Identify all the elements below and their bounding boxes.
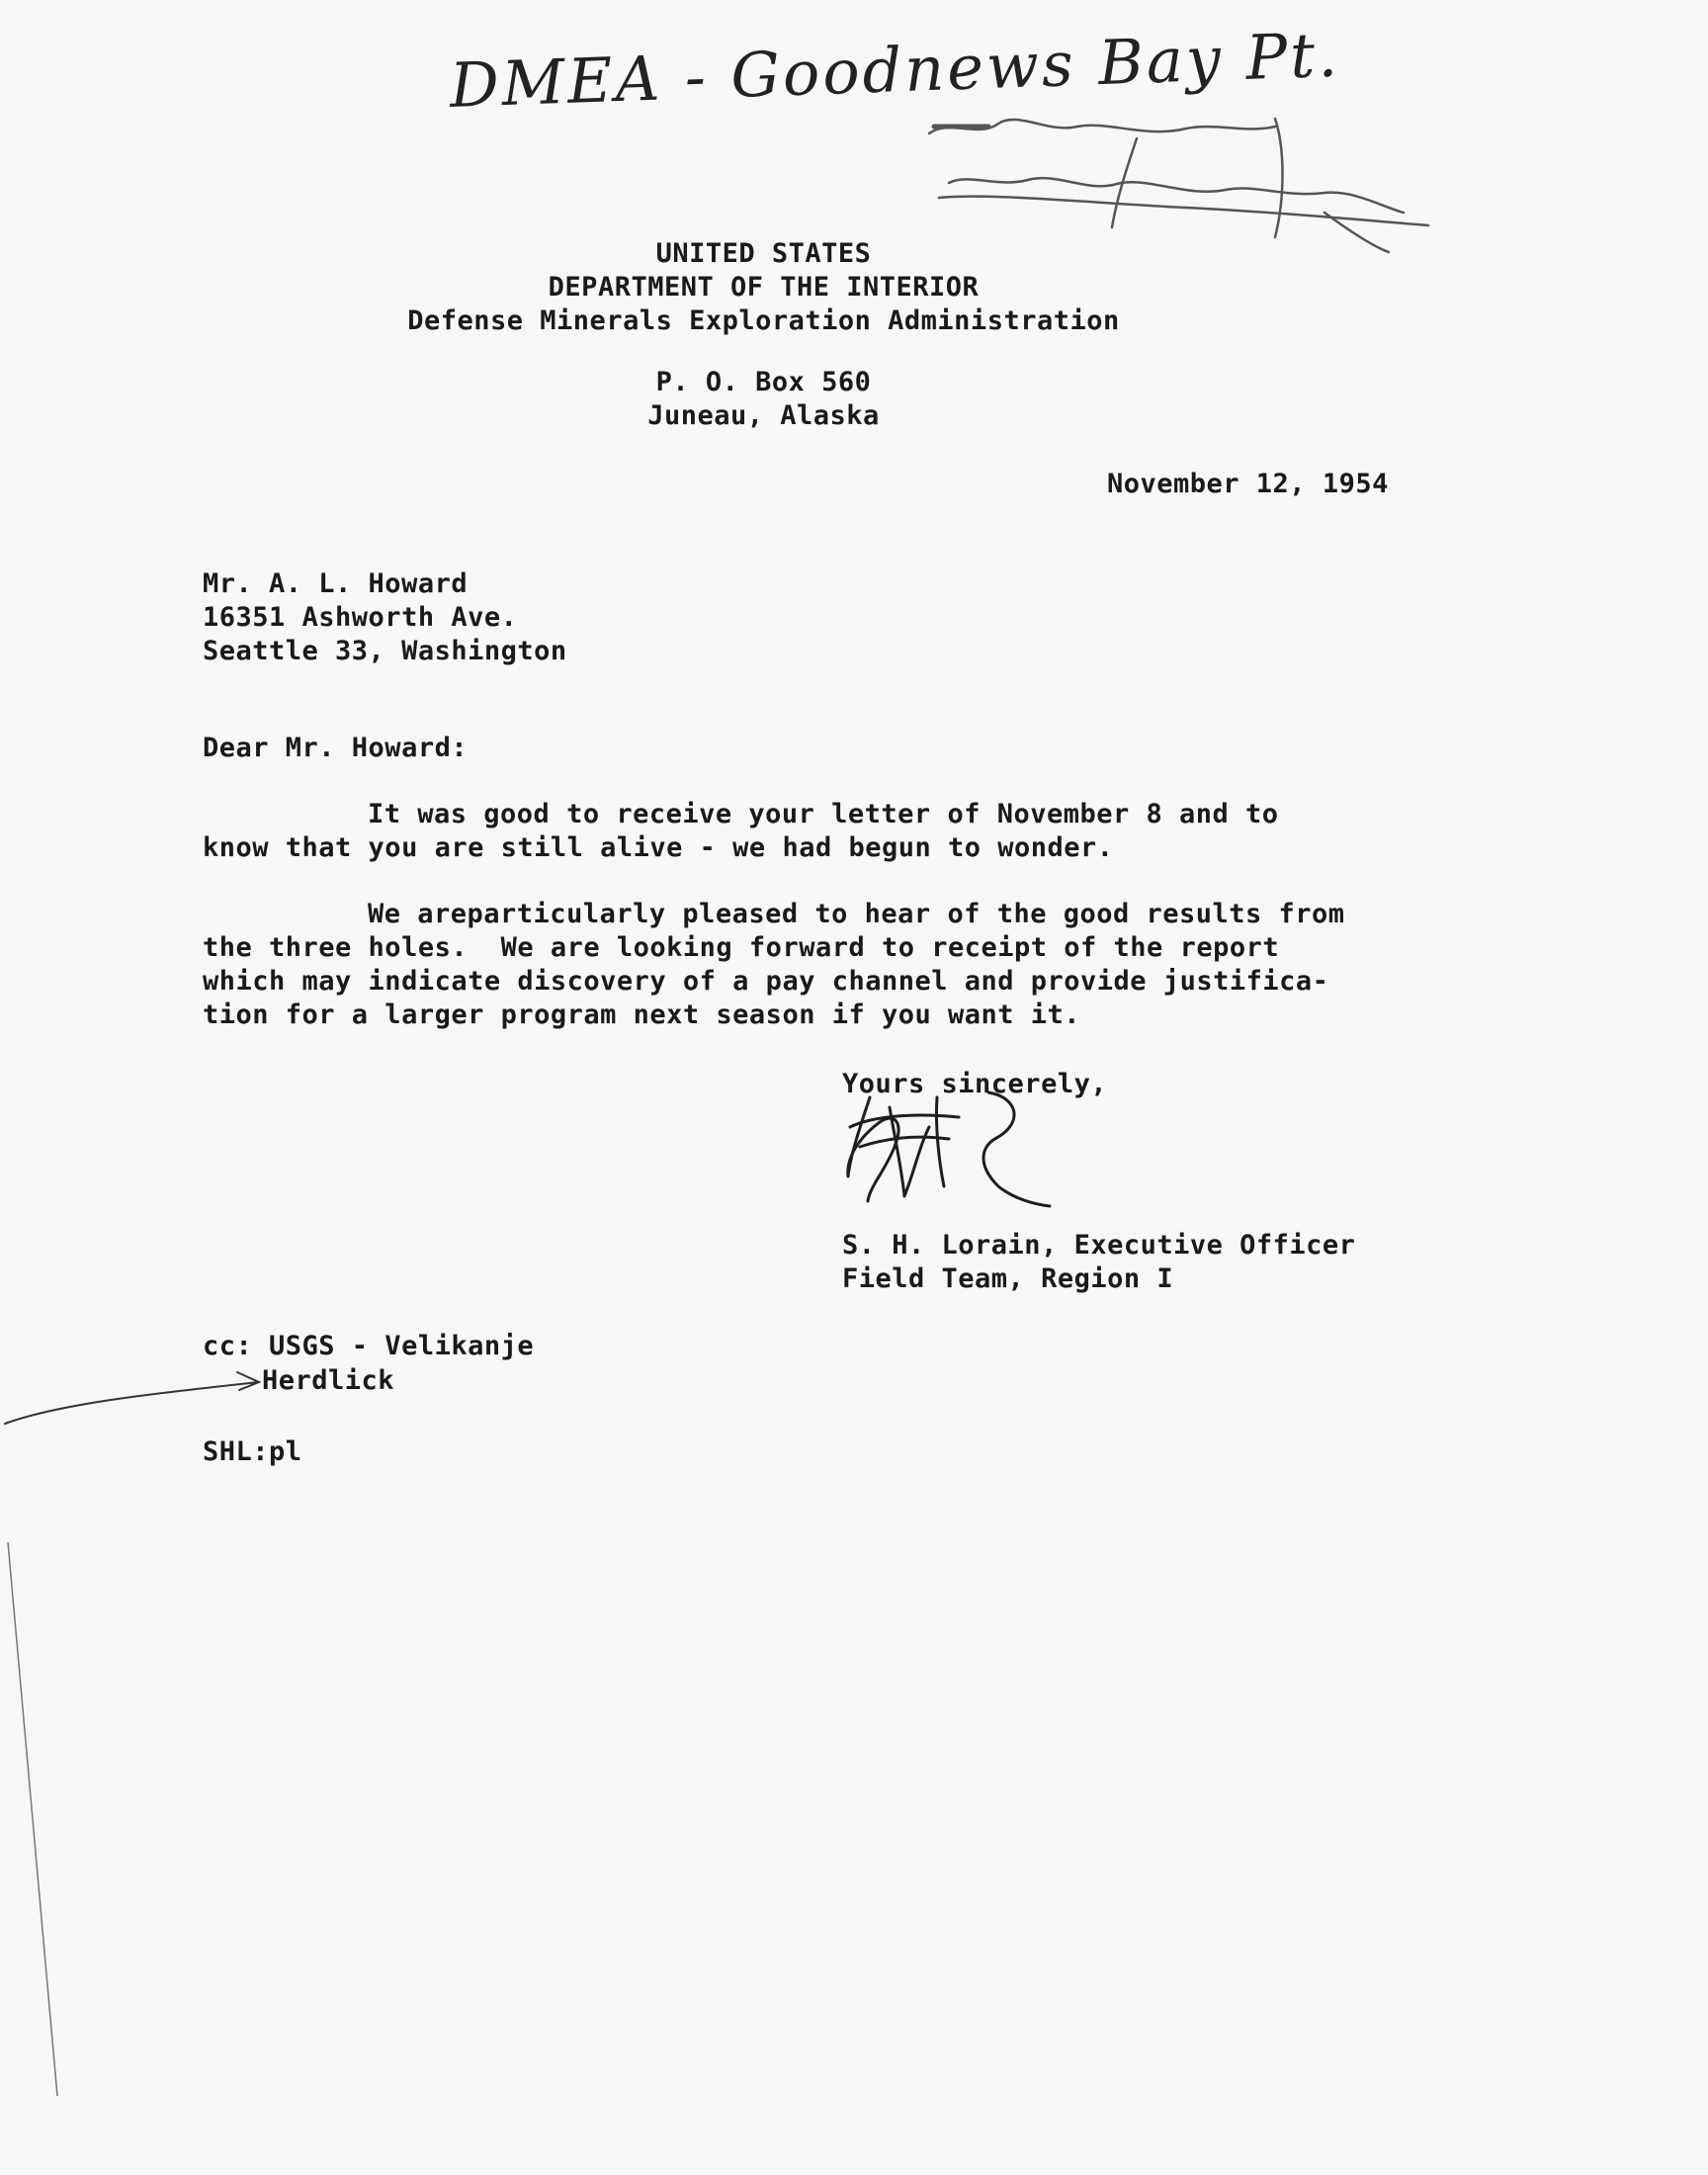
letterhead-address-1: P. O. Box 560: [655, 367, 872, 397]
letter-date: November 12, 1954: [1107, 469, 1389, 499]
cc-line-2: Herdlick: [262, 1365, 395, 1396]
body-paragraph-1-line-1: It was good to receive your letter of November 8 and to: [368, 799, 1279, 829]
letterhead-line-1: UNITED STATES: [655, 238, 872, 269]
letterhead-line-2: DEPARTMENT OF THE INTERIOR: [548, 272, 980, 303]
salutation: Dear Mr. Howard:: [203, 733, 469, 763]
cc-line-1: cc: USGS - Velikanje: [203, 1331, 535, 1361]
signer-title-line-1: S. H. Lorain, Executive Officer: [842, 1230, 1356, 1261]
body-paragraph-2-line-2: the three holes. We are looking forward to receipt of the report: [203, 932, 1280, 963]
letterhead-address-2: Juneau, Alaska: [647, 400, 880, 431]
body-paragraph-2-line-4: tion for a larger program next season if you want it.: [203, 1000, 1081, 1030]
recipient-street: 16351 Ashworth Ave.: [203, 602, 518, 633]
body-paragraph-2-line-3: which may indicate discovery of a pay channel and provide justifica-: [203, 966, 1329, 997]
closing: Yours sincerely,: [842, 1069, 1108, 1099]
body-paragraph-1-line-2: know that you are still alive - we had begun to wonder.: [203, 832, 1114, 863]
handwritten-heading: DMEA - Goodnews Bay Pt.: [448, 18, 1342, 122]
recipient-city: Seattle 33, Washington: [203, 636, 567, 666]
letterhead-line-3: Defense Minerals Exploration Administration: [407, 305, 1120, 336]
signer-title-line-2: Field Team, Region I: [842, 1263, 1174, 1294]
reference-initials: SHL:pl: [203, 1436, 302, 1467]
body-paragraph-2-line-1: We areparticularly pleased to hear of the good results from: [368, 899, 1345, 929]
recipient-name: Mr. A. L. Howard: [203, 568, 469, 599]
